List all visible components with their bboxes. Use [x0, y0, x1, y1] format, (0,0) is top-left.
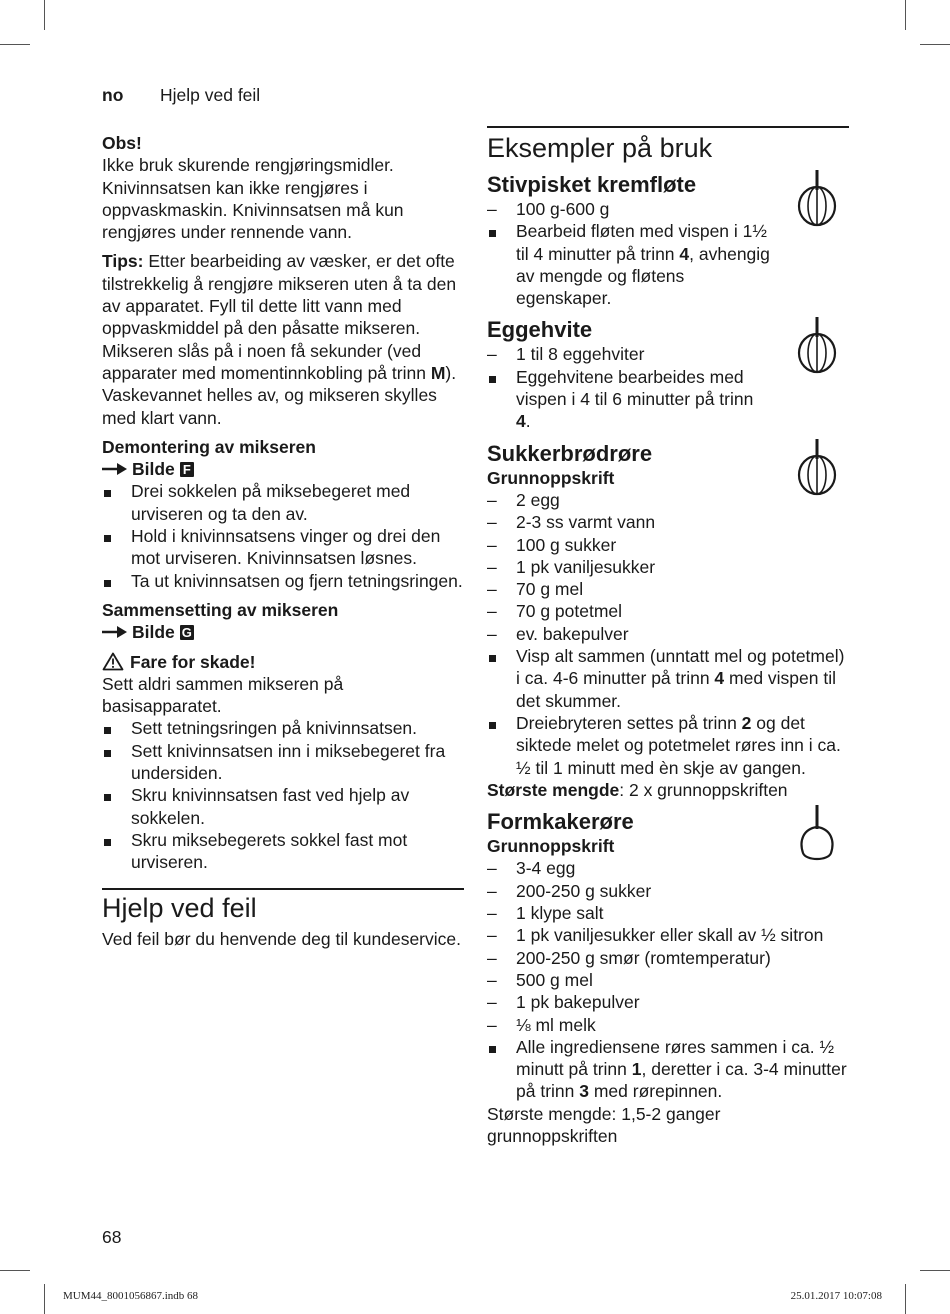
warning-triangle-icon: [102, 652, 124, 671]
step-text-end: og det siktede melet og potetmelet røres inn i ca. ½ til 1 minutt med èn skje av gangen.: [516, 712, 841, 778]
pound-max: Største mengde: 1,5-2 ganger grunnoppskriften: [487, 1103, 721, 1146]
step-level: 4: [516, 411, 526, 432]
list-item: Skru knivinnsatsen fast ved hjelp av sokkelen.: [102, 784, 464, 829]
crop-mark: [920, 1270, 950, 1271]
tips-label: Tips:: [102, 251, 144, 272]
pound-subtitle: Grunnoppskrift: [487, 836, 615, 857]
crop-mark: [44, 1284, 45, 1314]
list-item: – 200-250 g smør (romtemperatur): [487, 947, 849, 969]
warning-text: Sett aldri sammen mikseren på basisapparatet.: [102, 673, 344, 717]
crop-mark: [905, 1284, 906, 1314]
step-text: Bearbeid fløten med vispen i 1½ til 4 minutter på trinn: [516, 221, 767, 264]
pound-ingredients: [487, 857, 849, 1035]
stirring-rod-icon: [795, 803, 839, 865]
step-text-end: .: [525, 411, 531, 432]
step-text-end: med rørepinnen.: [588, 1081, 723, 1102]
list-item: Drei sokkelen på miksebegeret med urviseren og ta den av.: [102, 480, 464, 525]
list-item: – 1 pk vaniljesukker eller skall av ½ sitron: [487, 924, 849, 946]
section-sponge-cake: [487, 441, 849, 801]
figure-ref: [102, 458, 464, 480]
cream-ingredients: [487, 198, 849, 220]
list-item: – 1 til 8 eggehviter: [487, 343, 849, 365]
footer-date: 25.01.2017 10:07:08: [790, 1290, 882, 1302]
list-item: – 500 g mel: [487, 969, 849, 991]
max-text: : 2 x grunnoppskriften: [619, 779, 788, 800]
examples-title: Eksempler på bruk: [487, 133, 713, 163]
footer-file: MUM44_8001056867.indb 68: [63, 1290, 199, 1302]
list-item: – 100 g-600 g: [487, 198, 849, 220]
step-text-end: , avhengig av mengde og fløtens egenskaper.: [516, 243, 770, 309]
step-level: 4: [714, 668, 725, 689]
tips-text: Etter bearbeiding av væsker, er det ofte tilstrekkelig å rengjøre mikseren uten å ta den av apparatet. Fyll til dette litt vann med oppvaskmiddel på den påsatte mikseren. Mikseren slås på i noen få sekunder (ved apparater med momentinnkobling på trinn: [102, 251, 457, 383]
step-level: 1: [631, 1059, 642, 1080]
list-item: – 3-4 egg: [487, 857, 849, 879]
pound-title: Formkakerøre: [487, 809, 634, 835]
list-item: Ta ut knivinnsatsen og fjern tetningsringen.: [102, 570, 464, 592]
list-item: – 2 egg: [487, 489, 849, 511]
samm-title: Sammensetting av mikseren: [102, 599, 339, 620]
arrow-right-icon: [102, 462, 128, 476]
section-egg-white: [487, 317, 849, 432]
list-item: – 1 klype salt: [487, 902, 849, 924]
running-header: [102, 84, 260, 106]
section-cream: [487, 172, 849, 309]
list-item: – ⅛ ml melk: [487, 1014, 849, 1036]
list-item: – 2-3 ss varmt vann: [487, 511, 849, 533]
list-item: [487, 645, 849, 712]
sponge-subtitle: Grunnoppskrift: [487, 467, 615, 488]
list-item: Hold i knivinnsatsens vinger og drei den mot urviseren. Knivinnsatsen løsnes.: [102, 525, 464, 570]
obs-title: Obs!: [102, 133, 142, 153]
crop-mark: [920, 44, 950, 45]
step-text: Alle ingrediensene røres sammen i ca. ½ minutt på trinn: [516, 1036, 835, 1080]
egg-steps: [487, 366, 849, 433]
list-item: – 100 g sukker: [487, 534, 849, 556]
sponge-ingredients: [487, 489, 849, 645]
warning-heading: [102, 651, 464, 673]
tips-text-end: ). Vaskevannet helles av, og mikseren skylles med klart vann.: [102, 362, 457, 428]
pound-steps: [487, 1036, 849, 1103]
figure-letter: F: [180, 462, 194, 477]
egg-ingredients: [487, 343, 849, 365]
list-item: Sett tetningsringen på knivinnsatsen.: [102, 717, 464, 739]
list-item: – 70 g mel: [487, 578, 849, 600]
list-item: – 200-250 g sukker: [487, 880, 849, 902]
sponge-title: Sukkerbrødrøre: [487, 440, 653, 466]
step-level: 4: [679, 243, 690, 264]
crop-mark: [0, 1270, 30, 1271]
section-rule: [102, 888, 464, 890]
cream-title: Stivpisket kremfløte: [487, 172, 697, 197]
list-item: – 1 pk vaniljesukker: [487, 556, 849, 578]
crop-mark: [0, 44, 30, 45]
list-item: Sett knivinnsatsen inn i miksebegeret fra undersiden.: [102, 740, 464, 785]
tips-bold: M: [430, 362, 446, 383]
left-column: [102, 132, 464, 950]
tips-paragraph: [102, 250, 464, 428]
warning-title: Fare for skade!: [130, 651, 256, 672]
cream-steps: [487, 220, 849, 309]
list-item: [487, 220, 849, 309]
demont-steps: [102, 480, 464, 591]
step-text: Eggehvitene bearbeides med vispen i 4 til 6 minutter på trinn: [516, 366, 754, 410]
step-level: 3: [579, 1081, 589, 1102]
language-code: no: [102, 85, 124, 105]
list-item: – 70 g potetmel: [487, 600, 849, 622]
help-title: Hjelp ved feil: [102, 892, 257, 923]
page-number: 68: [102, 1227, 122, 1247]
step-text: Dreiebryteren settes på trinn: [516, 712, 742, 733]
crop-mark: [44, 0, 45, 30]
demont-title: Demontering av mikseren: [102, 436, 316, 457]
help-text: Ved feil bør du henvende deg til kundeservice.: [102, 928, 461, 949]
figure-letter: G: [181, 624, 192, 640]
list-item: – 1 pk bakepulver: [487, 991, 849, 1013]
header-title: Hjelp ved feil: [160, 85, 261, 105]
list-item: [487, 712, 849, 779]
step-text-end: med vispen til det skummer.: [516, 668, 837, 711]
egg-title: Eggehvite: [487, 317, 593, 343]
crop-mark: [905, 0, 906, 30]
list-item: Skru miksebegerets sokkel fast mot urviseren.: [102, 829, 464, 874]
sponge-max: [487, 779, 849, 801]
list-item: [487, 1036, 849, 1103]
figure-ref-label: Bilde: [132, 622, 175, 643]
max-label: Største mengde: [487, 779, 620, 800]
step-level: 2: [741, 712, 752, 733]
samm-steps: [102, 717, 464, 873]
list-item: – ev. bakepulver: [487, 623, 849, 645]
list-item: [487, 366, 849, 433]
step-text: Visp alt sammen (unntatt mel og potetmel) i ca. 4-6 minutter på trinn: [516, 646, 845, 689]
sponge-steps: [487, 645, 849, 779]
figure-ref: [102, 621, 464, 643]
right-column: [487, 126, 849, 1147]
step-text: , deretter i ca. 3-4 minutter på trinn: [516, 1059, 847, 1102]
section-rule: [487, 126, 849, 128]
arrow-right-icon: [102, 625, 128, 639]
figure-ref-label: Bilde: [132, 459, 175, 480]
section-pound-cake: [487, 809, 849, 1147]
obs-text: Ikke bruk skurende rengjøringsmidler. Knivinnsatsen kan ikke rengjøres i oppvaskmaskin. Knivinnsatsen må kun rengjøres under rennende vann.: [102, 155, 404, 243]
